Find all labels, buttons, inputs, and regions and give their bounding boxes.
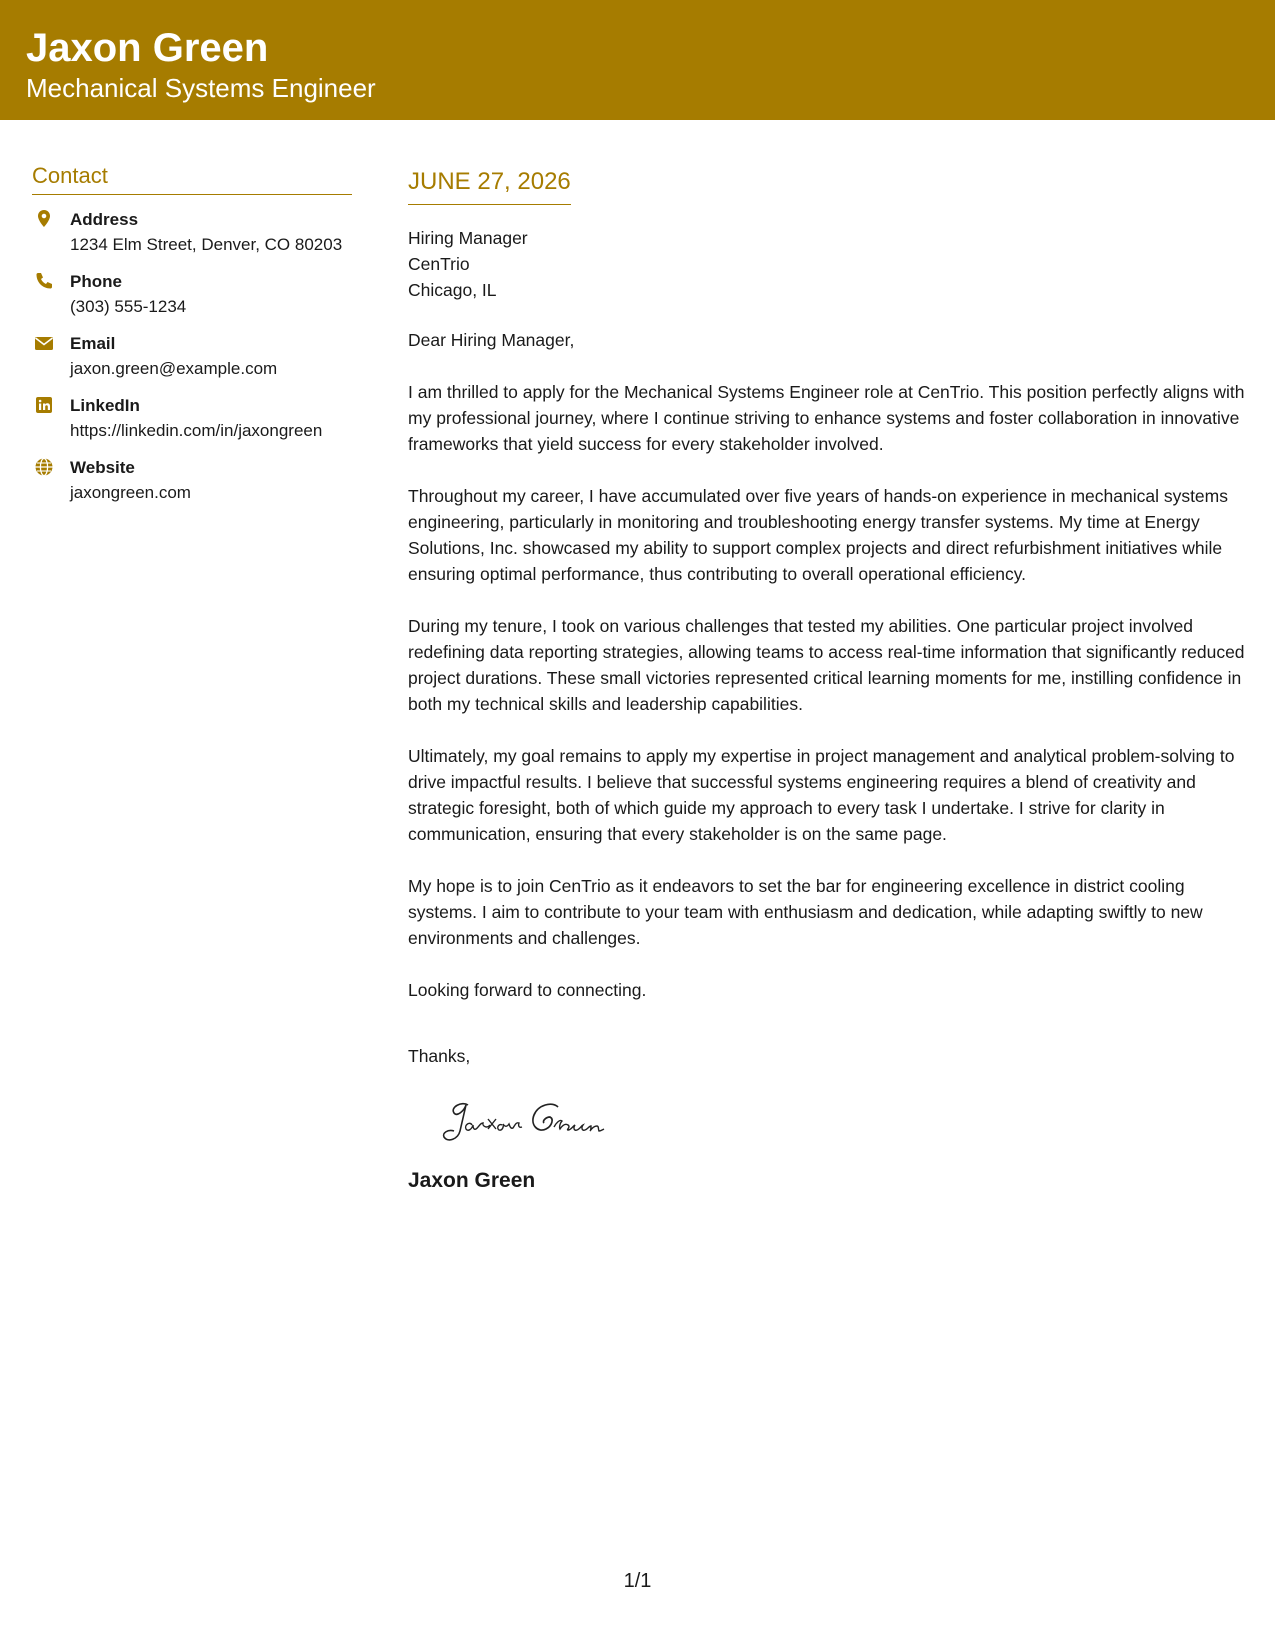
paragraph-2: Throughout my career, I have accumulated over five years of hands-on experience in mechanical systems engineering, particularly in monitoring and troubleshooting energy transfer systems. My time at Energy Solutions, Inc. showcased my ability to support complex projects and direct refurbishment initiatives while ensuring optimal performance, thus contributing to overall operational efficiency. [408,486,1228,584]
phone-value: (303) 555-1234 [70,297,187,316]
applicant-role: Mechanical Systems Engineer [26,73,376,103]
contact-sidebar [32,162,352,505]
recipient-company: CenTrio [408,254,470,274]
linkedin-value[interactable]: https://linkedin.com/in/jaxongreen [70,421,323,440]
contact-website [32,455,352,505]
linkedin-label: LinkedIn [70,396,140,415]
applicant-name: Jaxon Green [26,26,269,70]
page-number: 1/1 [623,1570,652,1592]
email-value: jaxon.green@example.com [70,359,278,378]
page-header [0,0,1275,120]
recipient-block [408,225,1248,303]
website-label: Website [70,458,135,477]
signoff: Thanks, [408,1046,471,1066]
phone-icon [34,271,54,291]
paragraph-4: Ultimately, my goal remains to apply my expertise in project management and analytical problem-solving to drive impactful results. I believe that successful systems engineering requires a blend of creativity and strategic foresight, both of which guide my approach to every task I undertake. I strive for clarity in communication, ensuring that every stakeholder is on the same page. [408,746,1235,844]
map-pin-icon [34,209,54,229]
phone-label: Phone [70,272,122,291]
address-value: 1234 Elm Street, Denver, CO 80203 [70,235,343,254]
contact-linkedin [32,393,352,443]
contact-address [32,207,352,257]
recipient-title: Hiring Manager [408,228,528,248]
letter-date: JUNE 27, 2026 [408,166,571,205]
website-value[interactable]: jaxongreen.com [70,483,191,502]
letter-body [408,166,1248,1216]
signer-name: Jaxon Green [408,1169,536,1192]
envelope-icon [34,333,54,353]
address-label: Address [70,210,139,229]
email-label: Email [70,334,116,353]
contact-email [32,331,352,381]
paragraph-1: I am thrilled to apply for the Mechanical Systems Engineer role at CenTrio. This position perfectly aligns with my professional journey, where I continue striving to enhance systems and foster collaboration in innovative frameworks that yield success for every stakeholder involved. [408,382,1245,454]
paragraph-5: My hope is to join CenTrio as it endeavors to set the bar for engineering excellence in district cooling systems. I aim to contribute to your team with enthusiasm and dedication, while adapting swiftly to new environments and challenges. [408,876,1203,948]
globe-icon [34,457,54,477]
salutation: Dear Hiring Manager, [408,330,575,350]
contact-section-title: Contact [32,162,352,195]
linkedin-icon [34,395,54,415]
contact-phone [32,269,352,319]
paragraph-3: During my tenure, I took on various challenges that tested my abilities. One particular project involved redefining data reporting strategies, allowing teams to access real-time information that significantly reduced project durations. These small victories represented critical learning moments for me, instilling confidence in both my technical skills and leadership capabilities. [408,616,1245,714]
recipient-location: Chicago, IL [408,280,497,300]
closing-line: Looking forward to connecting. [408,980,647,1000]
signature-image [438,1093,658,1149]
